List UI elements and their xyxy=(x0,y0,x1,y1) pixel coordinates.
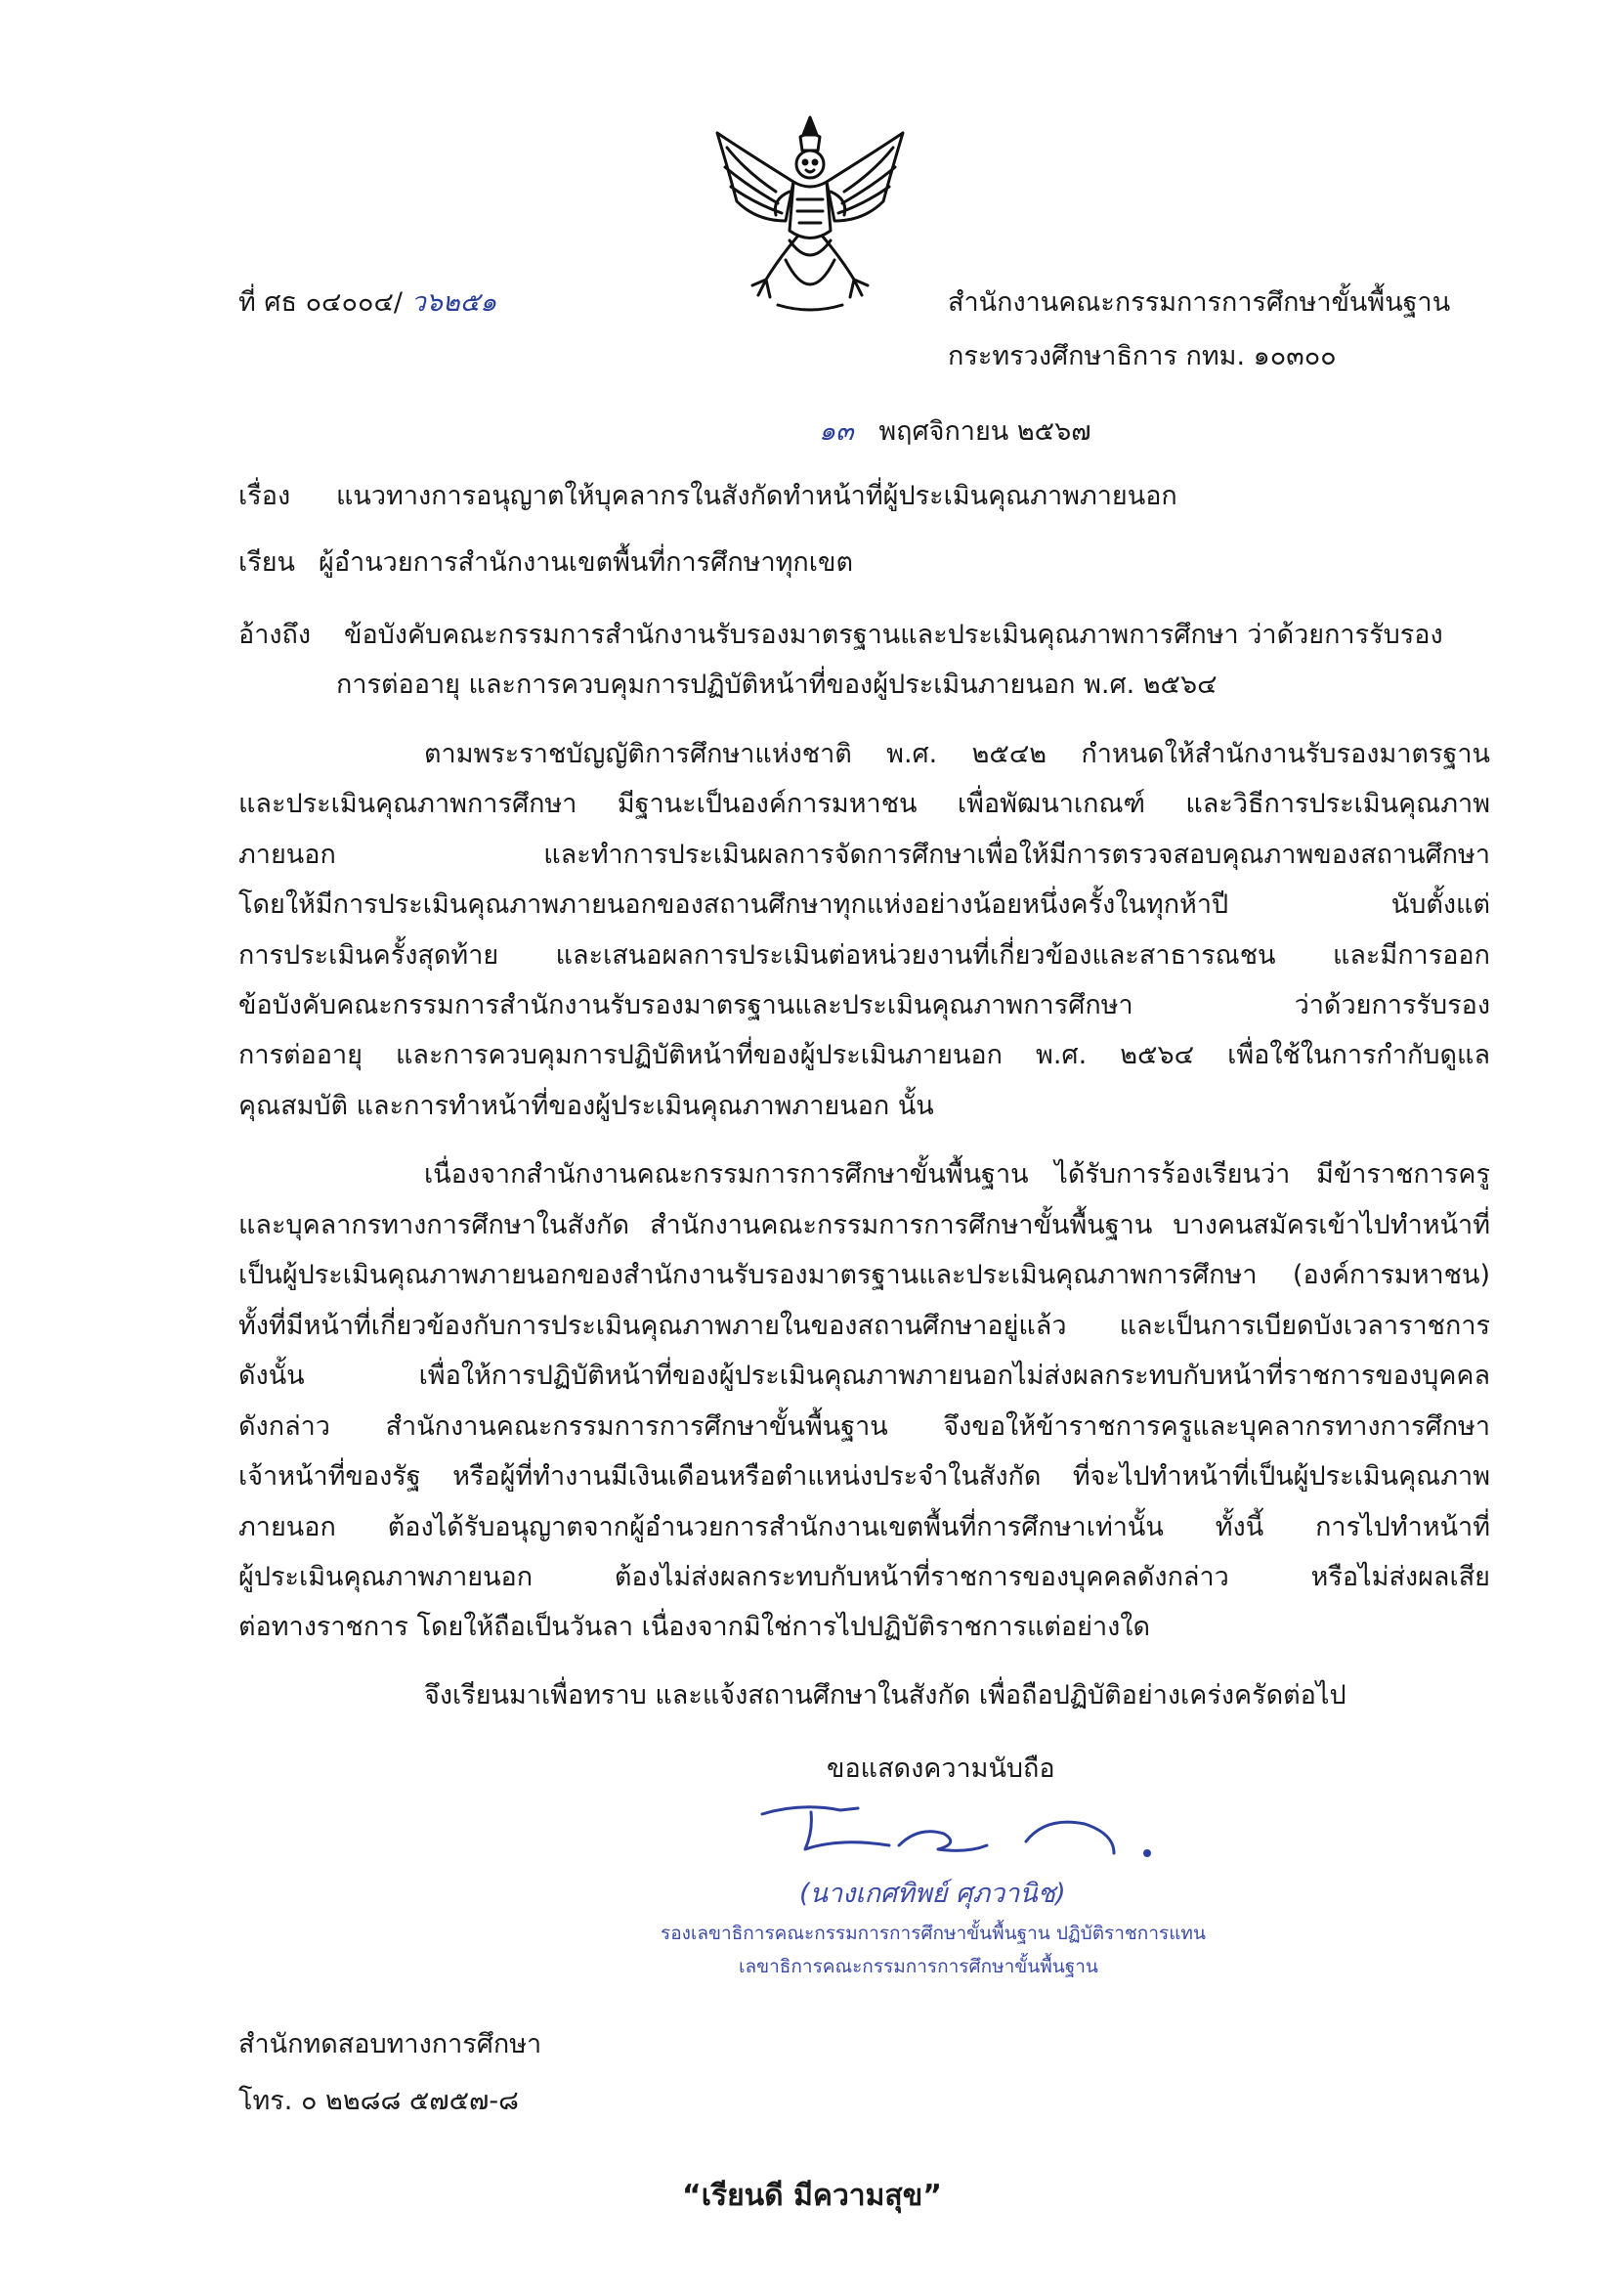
signatory-name: (นางเกศทิพย์ ศุภวานิช) xyxy=(799,1879,1066,1909)
office-line-1: สำนักงานคณะกรรมการการศึกษาขั้นพื้นฐาน xyxy=(948,287,1451,318)
paragraph-2-line: ผู้ประเมินคุณภาพภายนอก ต้องไม่ส่งผลกระทบกับหน้าที่ราชการของบุคคลดังกล่าว หรือไม่ส่งผลเสีย xyxy=(238,1562,1490,1592)
paragraph-2-line: ดังนั้น เพื่อให้การปฏิบัติหน้าที่ของผู้ประเมินคุณภาพภายนอกไม่ส่งผลกระทบกับหน้าที่ราชการของบุคคล xyxy=(238,1361,1490,1391)
reference-prefix: ที่ ศธ ๐๔๐๐๔/ xyxy=(238,287,403,318)
signatory-title-line-1: รองเลขาธิการคณะกรรมการการศึกษาขั้นพื้นฐาน ปฏิบัติราชการแทน xyxy=(661,1923,1206,1944)
reference-line-1: ข้อบังคับคณะกรรมการสำนักงานรับรองมาตรฐานและประเมินคุณภาพการศึกษา ว่าด้วยการรับรอง xyxy=(344,620,1443,650)
date-month-year: พฤศจิกายน ๒๕๖๗ xyxy=(878,416,1091,447)
paragraph-2-line: ภายนอก ต้องได้รับอนุญาตจากผู้อำนวยการสำนักงานเขตพื้นที่การศึกษาเท่านั้น ทั้งนี้ การไปทำหน้าที่ xyxy=(238,1512,1490,1542)
phone-number: โทร. ๐ ๒๒๘๘ ๕๗๕๗-๘ xyxy=(238,2086,519,2116)
paragraph-1-line: การประเมินครั้งสุดท้าย และเสนอผลการประเมินต่อหน่วยงานที่เกี่ยวข้องและสาธารณชน และมีการออก xyxy=(238,940,1490,971)
salutation: ขอแสดงความนับถือ xyxy=(827,1754,1055,1784)
paragraph-1-line: ตามพระราชบัญญัติการศึกษาแห่งชาติ พ.ศ. ๒๕๔๒ กำหนดให้สำนักงานรับรองมาตรฐาน xyxy=(424,739,1490,769)
paragraph-2-line: ดังกล่าว สำนักงานคณะกรรมการการศึกษาขั้นพื้นฐาน จึงขอให้ข้าราชการครูและบุคลากรทางการศึกษา xyxy=(238,1411,1490,1442)
paragraph-2-line: ต่อทางราชการ โดยให้ถือเป็นวันลา เนื่องจากมิใช่การไปปฏิบัติราชการแต่อย่างใด xyxy=(238,1612,1151,1642)
paragraph-2-line: เนื่องจากสำนักงานคณะกรรมการการศึกษาขั้นพื้นฐาน ได้รับการร้องเรียนว่า มีข้าราชการครู xyxy=(424,1159,1490,1190)
addressee-text: ผู้อำนวยการสำนักงานเขตพื้นที่การศึกษาทุกเขต xyxy=(319,547,853,578)
closing-paragraph: จึงเรียนมาเพื่อทราบ และแจ้งสถานศึกษาในสังกัด เพื่อถือปฏิบัติอย่างเคร่งครัดต่อไป xyxy=(424,1680,1346,1710)
signatory-title-line-2: เลขาธิการคณะกรรมการการศึกษาขั้นพื้นฐาน xyxy=(739,1956,1098,1977)
handwritten-signature xyxy=(743,1781,1173,1869)
paragraph-2-line: ทั้งที่มีหน้าที่เกี่ยวข้องกับการประเมินคุณภาพภายในของสถานศึกษาอยู่แล้ว และเป็นการเบียดบังเวลาราชการ xyxy=(238,1311,1490,1341)
reference-label: อ้างถึง xyxy=(238,620,312,650)
subject-text: แนวทางการอนุญาตให้บุคลากรในสังกัดทำหน้าที่ผู้ประเมินคุณภาพภายนอก xyxy=(336,481,1177,511)
slogan: “เรียนดี มีความสุข” xyxy=(682,2179,942,2213)
addressee-label: เรียน xyxy=(238,547,296,578)
paragraph-1-line: และประเมินคุณภาพการศึกษา มีฐานะเป็นองค์การมหาชน เพื่อพัฒนาเกณฑ์ และวิธีการประเมินคุณภาพ xyxy=(238,789,1490,819)
reference-handwritten-number: ว๖๒๕๑ xyxy=(410,287,497,318)
paragraph-1-line: คุณสมบัติ และการทำหน้าที่ของผู้ประเมินคุณภาพภายนอก นั้น xyxy=(238,1091,934,1121)
paragraph-2-line: และบุคลากรทางการศึกษาในสังกัด สำนักงานคณะกรรมการการศึกษาขั้นพื้นฐาน บางคนสมัครเข้าไปทำหน้าที่ xyxy=(238,1210,1490,1240)
paragraph-1-line: ข้อบังคับคณะกรรมการสำนักงานรับรองมาตรฐานและประเมินคุณภาพการศึกษา ว่าด้วยการรับรอง xyxy=(238,990,1490,1020)
document-date xyxy=(819,412,1091,452)
issuing-department: สำนักทดสอบทางการศึกษา xyxy=(238,2029,542,2059)
paragraph-2-line: เป็นผู้ประเมินคุณภาพภายนอกของสำนักงานรับรองมาตรฐานและประเมินคุณภาพการศึกษา (องค์การมหาชน) xyxy=(238,1260,1490,1290)
paragraph-2-line: เจ้าหน้าที่ของรัฐ หรือผู้ที่ทำงานมีเงินเดือนหรือตำแหน่งประจำในสังกัด ที่จะไปทำหน้าที่เป็นผู้ประเมินคุณภาพ xyxy=(238,1461,1490,1492)
subject-label: เรื่อง xyxy=(238,481,291,511)
paragraph-1-line: การต่ออายุ และการควบคุมการปฏิบัติหน้าที่ของผู้ประเมินภายนอก พ.ศ. ๒๕๖๔ เพื่อใช้ในการกำกับดูแล xyxy=(238,1040,1490,1070)
date-day: ๑๓ xyxy=(819,416,854,447)
reference-number xyxy=(238,283,496,323)
paragraph-1-line: โดยให้มีการประเมินคุณภาพภายนอกของสถานศึกษาทุกแห่งอย่างน้อยหนึ่งครั้งในทุกห้าปี นับตั้งแต่ xyxy=(238,889,1490,920)
office-line-2: กระทรวงศึกษาธิการ กทม. ๑๐๓๐๐ xyxy=(948,341,1337,371)
paragraph-1-line: ภายนอก และทำการประเมินผลการจัดการศึกษาเพื่อให้มีการตรวจสอบคุณภาพของสถานศึกษา xyxy=(238,840,1490,870)
reference-line-2: การต่ออายุ และการควบคุมการปฏิบัติหน้าที่ของผู้ประเมินภายนอก พ.ศ. ๒๕๖๔ xyxy=(336,670,1218,700)
garuda-emblem-icon xyxy=(707,113,913,319)
